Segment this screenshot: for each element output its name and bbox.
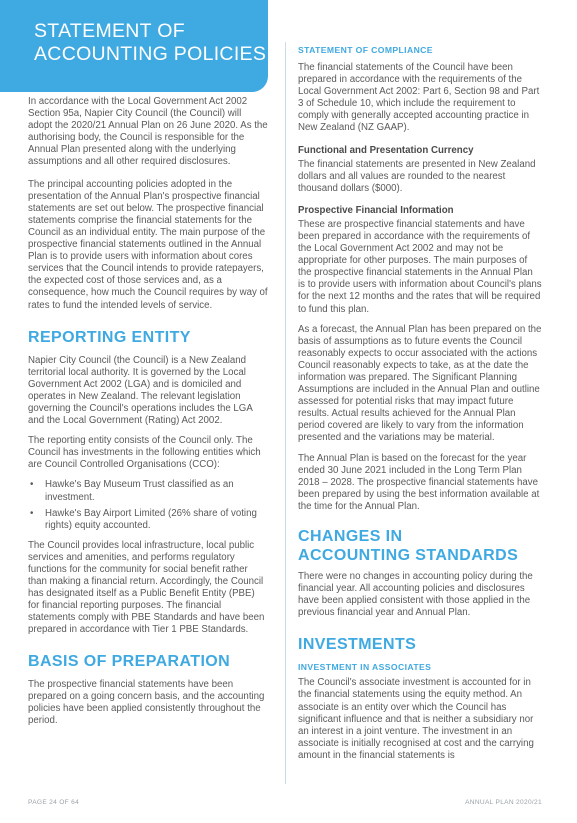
reporting-entity-paragraph-1: Napier City Council (the Council) is a New Zealand territorial local authority. It is governed by the Local Government Act 2002 (LGA) and is domiciled and operates in New Zealand. The relevant legislation governing the Council's operations includes the LGA and the Local Government (Rating) Act 2002.: [28, 354, 253, 427]
page-title: STATEMENT OF ACCOUNTING POLICIES: [34, 20, 267, 65]
investment-in-associates-heading: INVESTMENT IN ASSOCIATES: [298, 662, 432, 673]
prospective-paragraph-1: These are prospective financial statements and have been prepared in accordance with the requirements of the Local Government Act 2002 and may not be appropriate for other purposes. The main purposes of the prospective financial statements in the Annual Plan is to provide users with information about Council's plans for the next 12 months and the rates that will be required to fund this plan.: [298, 218, 542, 315]
changes-in-standards-heading: CHANGES IN ACCOUNTING STANDARDS: [298, 528, 519, 564]
bullet-icon: •: [30, 507, 34, 519]
list-item: [28, 479, 268, 503]
prospective-paragraph-3: The Annual Plan is based on the forecast for the year ended 30 June 2021 included in the Long Term Plan 2018 – 2028. The prospective financial statements have been prepared by using the best information available at the time for the Annual Plan.: [298, 452, 540, 512]
basis-of-preparation-heading: BASIS OF PREPARATION: [28, 652, 231, 670]
reporting-entity-paragraph-3: The Council provides local infrastructure, local public services and amenities, and performs regulatory functions for the community for social benefit rather than making a financial return. Accordingly, the Council has designated itself as a Public Benefit Entity (PBE) for financial reporting purposes. The financial statements comply with PBE Standards and have been prepared in accordance with Tier 1 PBE Standards.: [28, 539, 265, 636]
basis-of-preparation-paragraph: The prospective financial statements have been prepared on a going concern basis, and the accounting policies have been applied consistently throughout the period.: [28, 678, 265, 726]
changes-paragraph: There were no changes in accounting policy during the financial year. All accounting policies and disclosures have been applied consistent with those applied in the previous financial year and Annual Plan.: [298, 571, 533, 619]
prospective-paragraph-2: As a forecast, the Annual Plan has been prepared on the basis of assumptions as to future events the Council reasonably expects to occur associated with the actions Council reasonably expects to take, as at the date the information was prepared. The Significant Planning Assumptions are included in the Annual Plan and outline assessed for potential risks that may impact future results. Actual results achieved for the Annual Plan period covered are likely to vary from the information presented and the variations may be material.: [298, 323, 542, 444]
compliance-paragraph: The financial statements of the Council have been prepared in accordance with the requirements of the Local Government Act 2002: Part 6, Section 98 and Part 3 of Schedule 10, which include the requirement to comply with generally accepted accounting practice in New Zealand (NZ GAAP).: [298, 62, 540, 134]
investments-heading: INVESTMENTS: [298, 636, 417, 654]
left-column: [28, 96, 268, 735]
document-name: ANNUAL PLAN 2020/21: [465, 799, 542, 806]
page-number: PAGE 24 OF 64: [28, 799, 80, 806]
intro-paragraph-2: The principal accounting policies adopted in the presentation of the Annual Plan's prospective financial statements are set out below. The prospective financial statements comprise the financial statements for the Council as an individual entity. The main purpose of the prospective financial statements outlined in the Annual Plan is to provide users with information about cores services that the Council intends to provide ratepayers, the expected cost of those services and, as a consequence, how much the Council requires by way of rates to fund the intended levels of service.: [28, 178, 268, 311]
prospective-info-heading: Prospective Financial Information: [298, 204, 454, 216]
bullet-icon: •: [30, 479, 34, 491]
cco-list: [28, 479, 268, 531]
right-column: [298, 44, 542, 770]
currency-paragraph: The financial statements are presented in New Zealand dollars and all values are rounded to the nearest thousand dollars ($000).: [298, 158, 536, 194]
reporting-entity-paragraph-2: The reporting entity consists of the Council only. The Council has investments in the following entities which are Council Controlled Organisations (CCO):: [28, 435, 261, 471]
title-banner: [0, 0, 268, 92]
currency-heading: Functional and Presentation Currency: [298, 144, 474, 156]
list-item: [28, 508, 268, 532]
cco-item-label: Hawke's Bay Museum Trust classified as an investment.: [45, 479, 234, 503]
reporting-entity-heading: REPORTING ENTITY: [28, 328, 191, 346]
associates-paragraph: The Council's associate investment is accounted for in the financial statements using the equity method. An associate is an entity over which the Council has significant influence and that is neither a subsidiary nor an interest in a joint venture. The investment in an associate is initially recognised at cost and the carrying amount in the financial statements is: [298, 677, 534, 761]
statement-of-compliance-heading: STATEMENT OF COMPLIANCE: [298, 45, 433, 55]
intro-paragraph-1: In accordance with the Local Government Act 2002 Section 95a, Napier City Council (the Council) will adopt the 2020/21 Annual Plan on 26 June 2020. As the authorising body, the Council is responsible for the Annual Plan presented along with the underlying assumptions and all other required disclosures.: [28, 96, 268, 168]
cco-item-label: Hawke's Bay Airport Limited (26% share of voting rights) equity accounted.: [45, 507, 257, 531]
column-divider: [285, 42, 286, 784]
